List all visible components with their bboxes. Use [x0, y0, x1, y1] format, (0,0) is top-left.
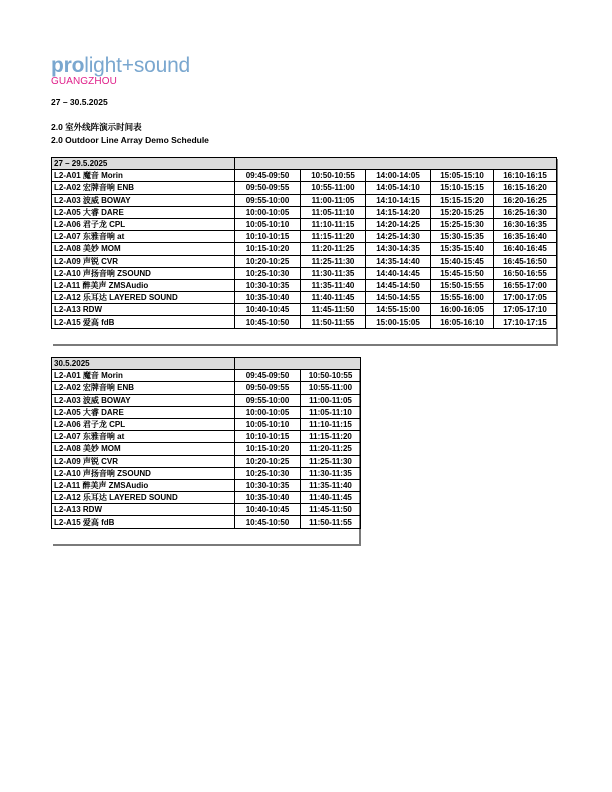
exhibitor-cell: L2-A01 魔音 Morin: [52, 170, 235, 182]
logo-city-text: GUANGZHOU: [51, 76, 117, 87]
table-row: [52, 504, 361, 516]
time-slot-cell: 11:50-11:55: [301, 516, 361, 528]
document-title: [51, 121, 209, 146]
table-row: [52, 243, 557, 255]
table-row: [52, 304, 557, 316]
time-slot-cell: 15:50-15:55: [431, 279, 494, 291]
table-row: [52, 182, 557, 194]
time-slot-cell: 14:30-14:35: [366, 243, 431, 255]
time-slot-cell: 10:30-10:35: [235, 279, 301, 291]
logo-light-sound-text: light+sound: [84, 54, 191, 77]
exhibitor-cell: L2-A10 声扬音响 ZSOUND: [52, 267, 235, 279]
exhibitor-cell: L2-A09 声锐 CVR: [52, 455, 235, 467]
time-slot-cell: 11:00-11:05: [301, 194, 366, 206]
table-row: [52, 516, 361, 528]
exhibitor-cell: L2-A13 RDW: [52, 504, 235, 516]
time-slot-cell: 15:40-15:45: [431, 255, 494, 267]
time-slot-cell: 10:15-10:20: [235, 243, 301, 255]
table-shadow-bottom: [53, 344, 558, 346]
time-slot-cell: 10:55-11:00: [301, 382, 361, 394]
exhibitor-cell: L2-A15 爱高 fdB: [52, 316, 235, 328]
time-slot-cell: 15:00-15:05: [366, 316, 431, 328]
time-slot-cell: 16:05-16:10: [431, 316, 494, 328]
time-slot-cell: 16:15-16:20: [494, 182, 557, 194]
table-row: [52, 316, 557, 328]
time-slot-cell: 11:20-11:25: [301, 443, 361, 455]
time-slot-cell: 10:05-10:10: [235, 418, 301, 430]
exhibitor-cell: L2-A07 东雅音响 at: [52, 231, 235, 243]
table-row: [52, 170, 557, 182]
time-slot-cell: 11:05-11:10: [301, 206, 366, 218]
time-slot-cell: 11:45-11:50: [301, 304, 366, 316]
time-slot-cell: 09:55-10:00: [235, 194, 301, 206]
time-slot-cell: 14:20-14:25: [366, 218, 431, 230]
time-slot-cell: 10:05-10:10: [235, 218, 301, 230]
time-slot-cell: 10:20-10:25: [235, 455, 301, 467]
title-english: 2.0 Outdoor Line Array Demo Schedule: [51, 134, 209, 145]
time-slot-cell: 14:50-14:55: [366, 292, 431, 304]
table-row: [52, 370, 361, 382]
time-slot-cell: 10:10-10:15: [235, 231, 301, 243]
logo-wordmark: [51, 55, 190, 76]
exhibitor-cell: L2-A02 宏牌音响 ENB: [52, 382, 235, 394]
time-slot-cell: 15:35-15:40: [431, 243, 494, 255]
time-slot-cell: 16:30-16:35: [494, 218, 557, 230]
time-slot-cell: 15:45-15:50: [431, 267, 494, 279]
table-row: [52, 194, 557, 206]
exhibitor-cell: L2-A02 宏牌音响 ENB: [52, 182, 235, 194]
time-slot-cell: 14:15-14:20: [366, 206, 431, 218]
time-slot-cell: 11:35-11:40: [301, 279, 366, 291]
time-slot-cell: 14:40-14:45: [366, 267, 431, 279]
logo-pro-text: pro: [51, 54, 85, 77]
time-slot-cell: 17:10-17:15: [494, 316, 557, 328]
time-slot-cell: 15:20-15:25: [431, 206, 494, 218]
table-row: [52, 255, 557, 267]
date-header-cell: 27 – 29.5.2025: [52, 158, 235, 170]
exhibitor-cell: L2-A15 爱高 fdB: [52, 516, 235, 528]
time-slot-cell: 10:25-10:30: [235, 267, 301, 279]
time-slot-cell: 10:00-10:05: [235, 206, 301, 218]
time-slot-cell: 11:25-11:30: [301, 255, 366, 267]
time-slot-cell: 14:55-15:00: [366, 304, 431, 316]
table-row: [52, 418, 361, 430]
table-shadow-bottom: [53, 544, 361, 546]
time-slot-cell: 10:20-10:25: [235, 255, 301, 267]
table-row: [52, 292, 557, 304]
time-slot-cell: 16:25-16:30: [494, 206, 557, 218]
table-header-row: [52, 158, 557, 170]
time-slot-cell: 10:45-10:50: [235, 316, 301, 328]
time-slot-cell: 10:35-10:40: [235, 292, 301, 304]
title-chinese: 2.0 室外线阵演示时间表: [51, 122, 142, 132]
exhibitor-cell: L2-A08 美妙 MOM: [52, 443, 235, 455]
time-slot-cell: 11:10-11:15: [301, 418, 361, 430]
time-slot-cell: 11:05-11:10: [301, 406, 361, 418]
exhibitor-cell: L2-A11 醉美声 ZMSAudio: [52, 479, 235, 491]
time-slot-cell: 16:10-16:15: [494, 170, 557, 182]
table-row: [52, 431, 361, 443]
time-slot-cell: 16:55-17:00: [494, 279, 557, 291]
time-slot-cell: 15:05-15:10: [431, 170, 494, 182]
exhibitor-cell: L2-A03 波威 BOWAY: [52, 394, 235, 406]
table-row: [52, 492, 361, 504]
time-slot-cell: 14:10-14:15: [366, 194, 431, 206]
time-slot-cell: 09:55-10:00: [235, 394, 301, 406]
time-slot-cell: 10:55-11:00: [301, 182, 366, 194]
time-slot-cell: 11:20-11:25: [301, 243, 366, 255]
exhibitor-cell: L2-A06 君子龙 CPL: [52, 218, 235, 230]
time-slot-cell: 14:05-14:10: [366, 182, 431, 194]
time-slot-cell: 11:35-11:40: [301, 479, 361, 491]
time-slot-cell: 09:50-09:55: [235, 382, 301, 394]
header-blank-cell: [235, 158, 557, 170]
exhibitor-cell: L2-A07 东雅音响 at: [52, 431, 235, 443]
table-row: [52, 406, 361, 418]
table-row: [52, 206, 557, 218]
exhibitor-cell: L2-A05 大睿 DARE: [52, 406, 235, 418]
date-header-cell: 30.5.2025: [52, 358, 235, 370]
time-slot-cell: 14:25-14:30: [366, 231, 431, 243]
time-slot-cell: 17:00-17:05: [494, 292, 557, 304]
table-header-row: [52, 358, 361, 370]
table-row: [52, 382, 361, 394]
time-slot-cell: 09:45-09:50: [235, 370, 301, 382]
time-slot-cell: 15:10-15:15: [431, 182, 494, 194]
time-slot-cell: 14:45-14:50: [366, 279, 431, 291]
exhibitor-cell: L2-A06 君子龙 CPL: [52, 418, 235, 430]
exhibitor-cell: L2-A12 乐耳达 LAYERED SOUND: [52, 292, 235, 304]
time-slot-cell: 11:15-11:20: [301, 231, 366, 243]
time-slot-cell: 10:40-10:45: [235, 304, 301, 316]
schedule-table-30: [51, 357, 361, 529]
event-dates: 27 – 30.5.2025: [51, 97, 108, 107]
exhibitor-cell: L2-A05 大睿 DARE: [52, 206, 235, 218]
time-slot-cell: 10:25-10:30: [235, 467, 301, 479]
time-slot-cell: 11:45-11:50: [301, 504, 361, 516]
time-slot-cell: 11:15-11:20: [301, 431, 361, 443]
table-row: [52, 467, 361, 479]
time-slot-cell: 11:40-11:45: [301, 492, 361, 504]
time-slot-cell: 15:55-16:00: [431, 292, 494, 304]
table-row: [52, 479, 361, 491]
time-slot-cell: 10:10-10:15: [235, 431, 301, 443]
time-slot-cell: 11:25-11:30: [301, 455, 361, 467]
time-slot-cell: 11:40-11:45: [301, 292, 366, 304]
table-row: [52, 218, 557, 230]
time-slot-cell: 16:35-16:40: [494, 231, 557, 243]
time-slot-cell: 11:30-11:35: [301, 467, 361, 479]
exhibitor-cell: L2-A11 醉美声 ZMSAudio: [52, 279, 235, 291]
time-slot-cell: 09:45-09:50: [235, 170, 301, 182]
time-slot-cell: 17:05-17:10: [494, 304, 557, 316]
time-slot-cell: 11:10-11:15: [301, 218, 366, 230]
time-slot-cell: 09:50-09:55: [235, 182, 301, 194]
exhibitor-cell: L2-A03 波威 BOWAY: [52, 194, 235, 206]
time-slot-cell: 11:30-11:35: [301, 267, 366, 279]
exhibitor-cell: L2-A10 声扬音响 ZSOUND: [52, 467, 235, 479]
time-slot-cell: 16:40-16:45: [494, 243, 557, 255]
time-slot-cell: 10:15-10:20: [235, 443, 301, 455]
exhibitor-cell: L2-A01 魔音 Morin: [52, 370, 235, 382]
time-slot-cell: 16:45-16:50: [494, 255, 557, 267]
time-slot-cell: 16:00-16:05: [431, 304, 494, 316]
time-slot-cell: 16:50-16:55: [494, 267, 557, 279]
time-slot-cell: 15:30-15:35: [431, 231, 494, 243]
table-row: [52, 443, 361, 455]
time-slot-cell: 10:50-10:55: [301, 370, 361, 382]
time-slot-cell: 11:50-11:55: [301, 316, 366, 328]
table-row: [52, 267, 557, 279]
header-blank-cell: [235, 358, 361, 370]
exhibitor-cell: L2-A08 美妙 MOM: [52, 243, 235, 255]
time-slot-cell: 15:25-15:30: [431, 218, 494, 230]
schedule-table-27-29: [51, 157, 557, 329]
time-slot-cell: 10:40-10:45: [235, 504, 301, 516]
time-slot-cell: 10:00-10:05: [235, 406, 301, 418]
table-row: [52, 394, 361, 406]
exhibitor-cell: L2-A09 声锐 CVR: [52, 255, 235, 267]
table-row: [52, 455, 361, 467]
exhibitor-cell: L2-A13 RDW: [52, 304, 235, 316]
time-slot-cell: 14:35-14:40: [366, 255, 431, 267]
table-row: [52, 279, 557, 291]
time-slot-cell: 10:50-10:55: [301, 170, 366, 182]
time-slot-cell: 11:00-11:05: [301, 394, 361, 406]
time-slot-cell: 15:15-15:20: [431, 194, 494, 206]
time-slot-cell: 10:35-10:40: [235, 492, 301, 504]
time-slot-cell: 14:00-14:05: [366, 170, 431, 182]
table-row: [52, 231, 557, 243]
exhibitor-cell: L2-A12 乐耳达 LAYERED SOUND: [52, 492, 235, 504]
time-slot-cell: 16:20-16:25: [494, 194, 557, 206]
time-slot-cell: 10:30-10:35: [235, 479, 301, 491]
time-slot-cell: 10:45-10:50: [235, 516, 301, 528]
prolight-sound-logo: [51, 55, 190, 87]
